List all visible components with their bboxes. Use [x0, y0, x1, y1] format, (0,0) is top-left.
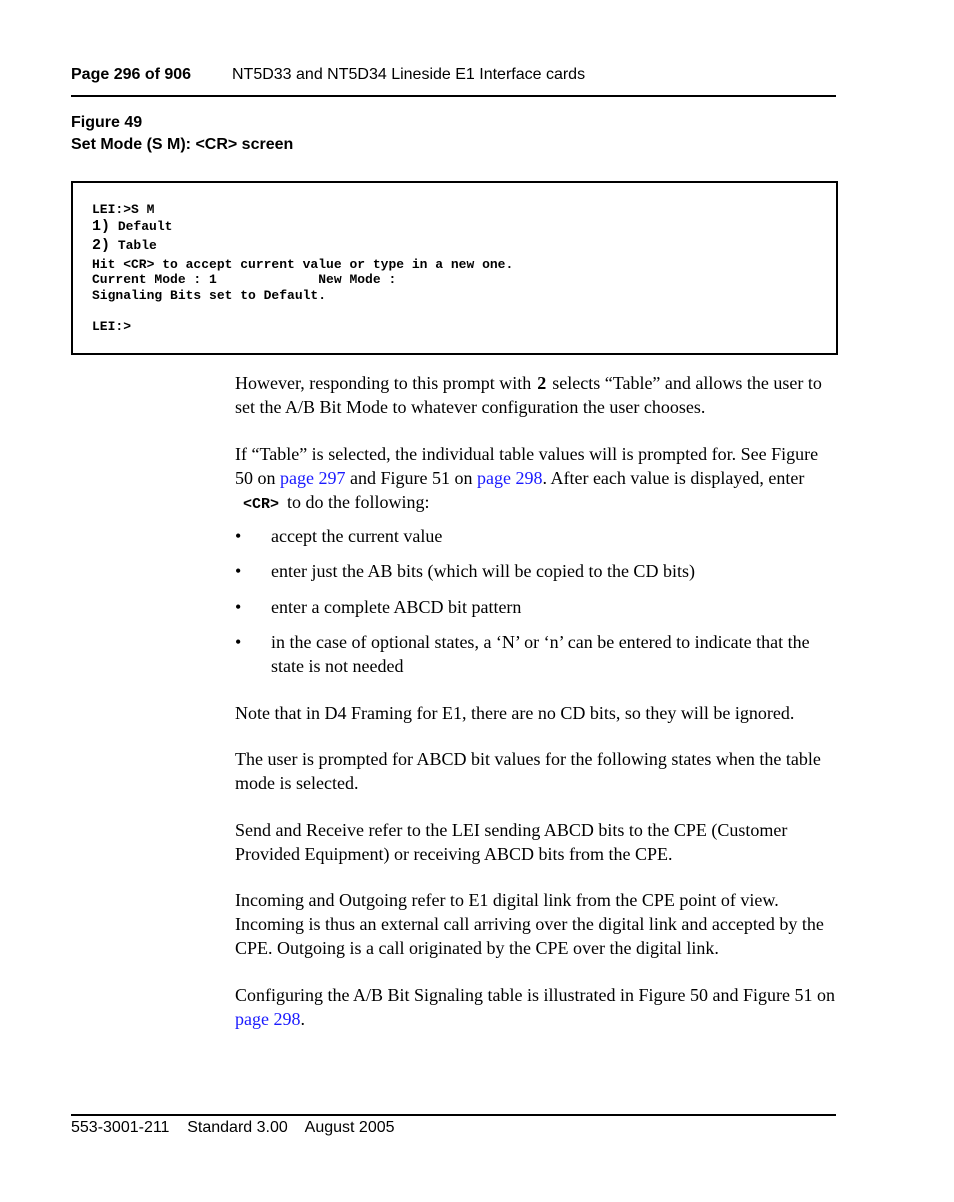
- paragraph-6: Incoming and Outgoing refer to E1 digital link from the CPE point of view. Incoming is thus an external call arriving over the digital link and accepted by the CPE. Outgoing is a call originated by the CPE over the digital link.: [235, 890, 824, 958]
- publication-date: August 2005: [304, 1119, 395, 1136]
- bullet-icon: •: [235, 597, 242, 617]
- text: Configuring the A/B Bit Signaling table is illustrated in Figure 50 and Figure 51 on: [235, 985, 835, 1005]
- paragraph-1: [235, 371, 837, 419]
- figure-caption: Set Mode (S M): <CR> screen: [71, 136, 294, 153]
- document-title: NT5D33 and NT5D34 Lineside E1 Interface cards: [232, 66, 586, 83]
- terminal-line-mode: Current Mode : 1 New Mode :: [92, 272, 397, 287]
- paragraph-5: Send and Receive refer to the LEI sending ABCD bits to the CPE (Customer Provided Equipment) or receiving ABCD bits from the CPE.: [235, 820, 788, 864]
- paragraph-4: The user is prompted for ABCD bit values for the following states when the table mode is selected.: [235, 749, 821, 793]
- terminal-line-hint: Hit <CR> to accept current value or type in a new one.: [92, 257, 514, 272]
- page-header: [71, 66, 586, 84]
- list-item-text: in the case of optional states, a ‘N’ or ‘n’ can be entered to indicate that the state is not needed: [271, 632, 810, 676]
- link-page-297[interactable]: page 297: [280, 468, 346, 488]
- text: . After each value is displayed, enter: [542, 468, 805, 488]
- option-number: 2): [92, 237, 111, 254]
- terminal-option-table: [92, 238, 157, 253]
- text: If “Table” is selected, the individual table values will is prompted for. See Figure 50 on: [235, 444, 819, 488]
- terminal-line-prompt: LEI:>: [92, 319, 132, 334]
- document-number: 553-3001-211: [71, 1119, 170, 1136]
- inline-code: <CR>: [243, 496, 280, 513]
- figure-number: Figure 49: [71, 114, 143, 131]
- option-label: Table: [117, 238, 157, 253]
- text: .: [300, 1009, 305, 1029]
- footer-rule: [71, 1114, 836, 1116]
- bullet-icon: •: [235, 632, 242, 652]
- bullet-icon: •: [235, 526, 242, 546]
- paragraph-7: [235, 983, 837, 1031]
- paragraph-2: [235, 442, 837, 517]
- text: However, responding to this prompt with: [235, 373, 532, 393]
- list-item-text: enter just the AB bits (which will be copied to the CD bits): [271, 561, 695, 581]
- text: and Figure 51 on: [349, 468, 473, 488]
- paragraph-3: Note that in D4 Framing for E1, there are no CD bits, so they will be ignored.: [235, 703, 795, 723]
- link-page-298[interactable]: page 298: [476, 468, 543, 488]
- link-page-298[interactable]: page 298: [235, 1009, 301, 1029]
- option-number: 1): [92, 218, 111, 235]
- text: to do the following:: [287, 492, 430, 512]
- option-label: Default: [117, 219, 173, 234]
- standard-version: Standard 3.00: [187, 1119, 288, 1136]
- terminal-line-command: LEI:>S M: [92, 202, 155, 217]
- list-item-text: accept the current value: [271, 526, 443, 546]
- terminal-option-default: [92, 219, 172, 234]
- bullet-icon: •: [235, 561, 242, 581]
- header-rule: [71, 95, 836, 97]
- terminal-line-signaling: Signaling Bits set to Default.: [92, 288, 327, 303]
- text: selects “Table” and allows the user to set the A/B Bit Mode to whatever configuration the user chooses.: [235, 373, 822, 417]
- inline-value: 2: [537, 373, 547, 393]
- list-item-text: enter a complete ABCD bit pattern: [271, 597, 522, 617]
- page-number: Page 296 of 906: [71, 66, 192, 83]
- terminal-screen: [71, 181, 838, 355]
- page-footer: [71, 1119, 395, 1137]
